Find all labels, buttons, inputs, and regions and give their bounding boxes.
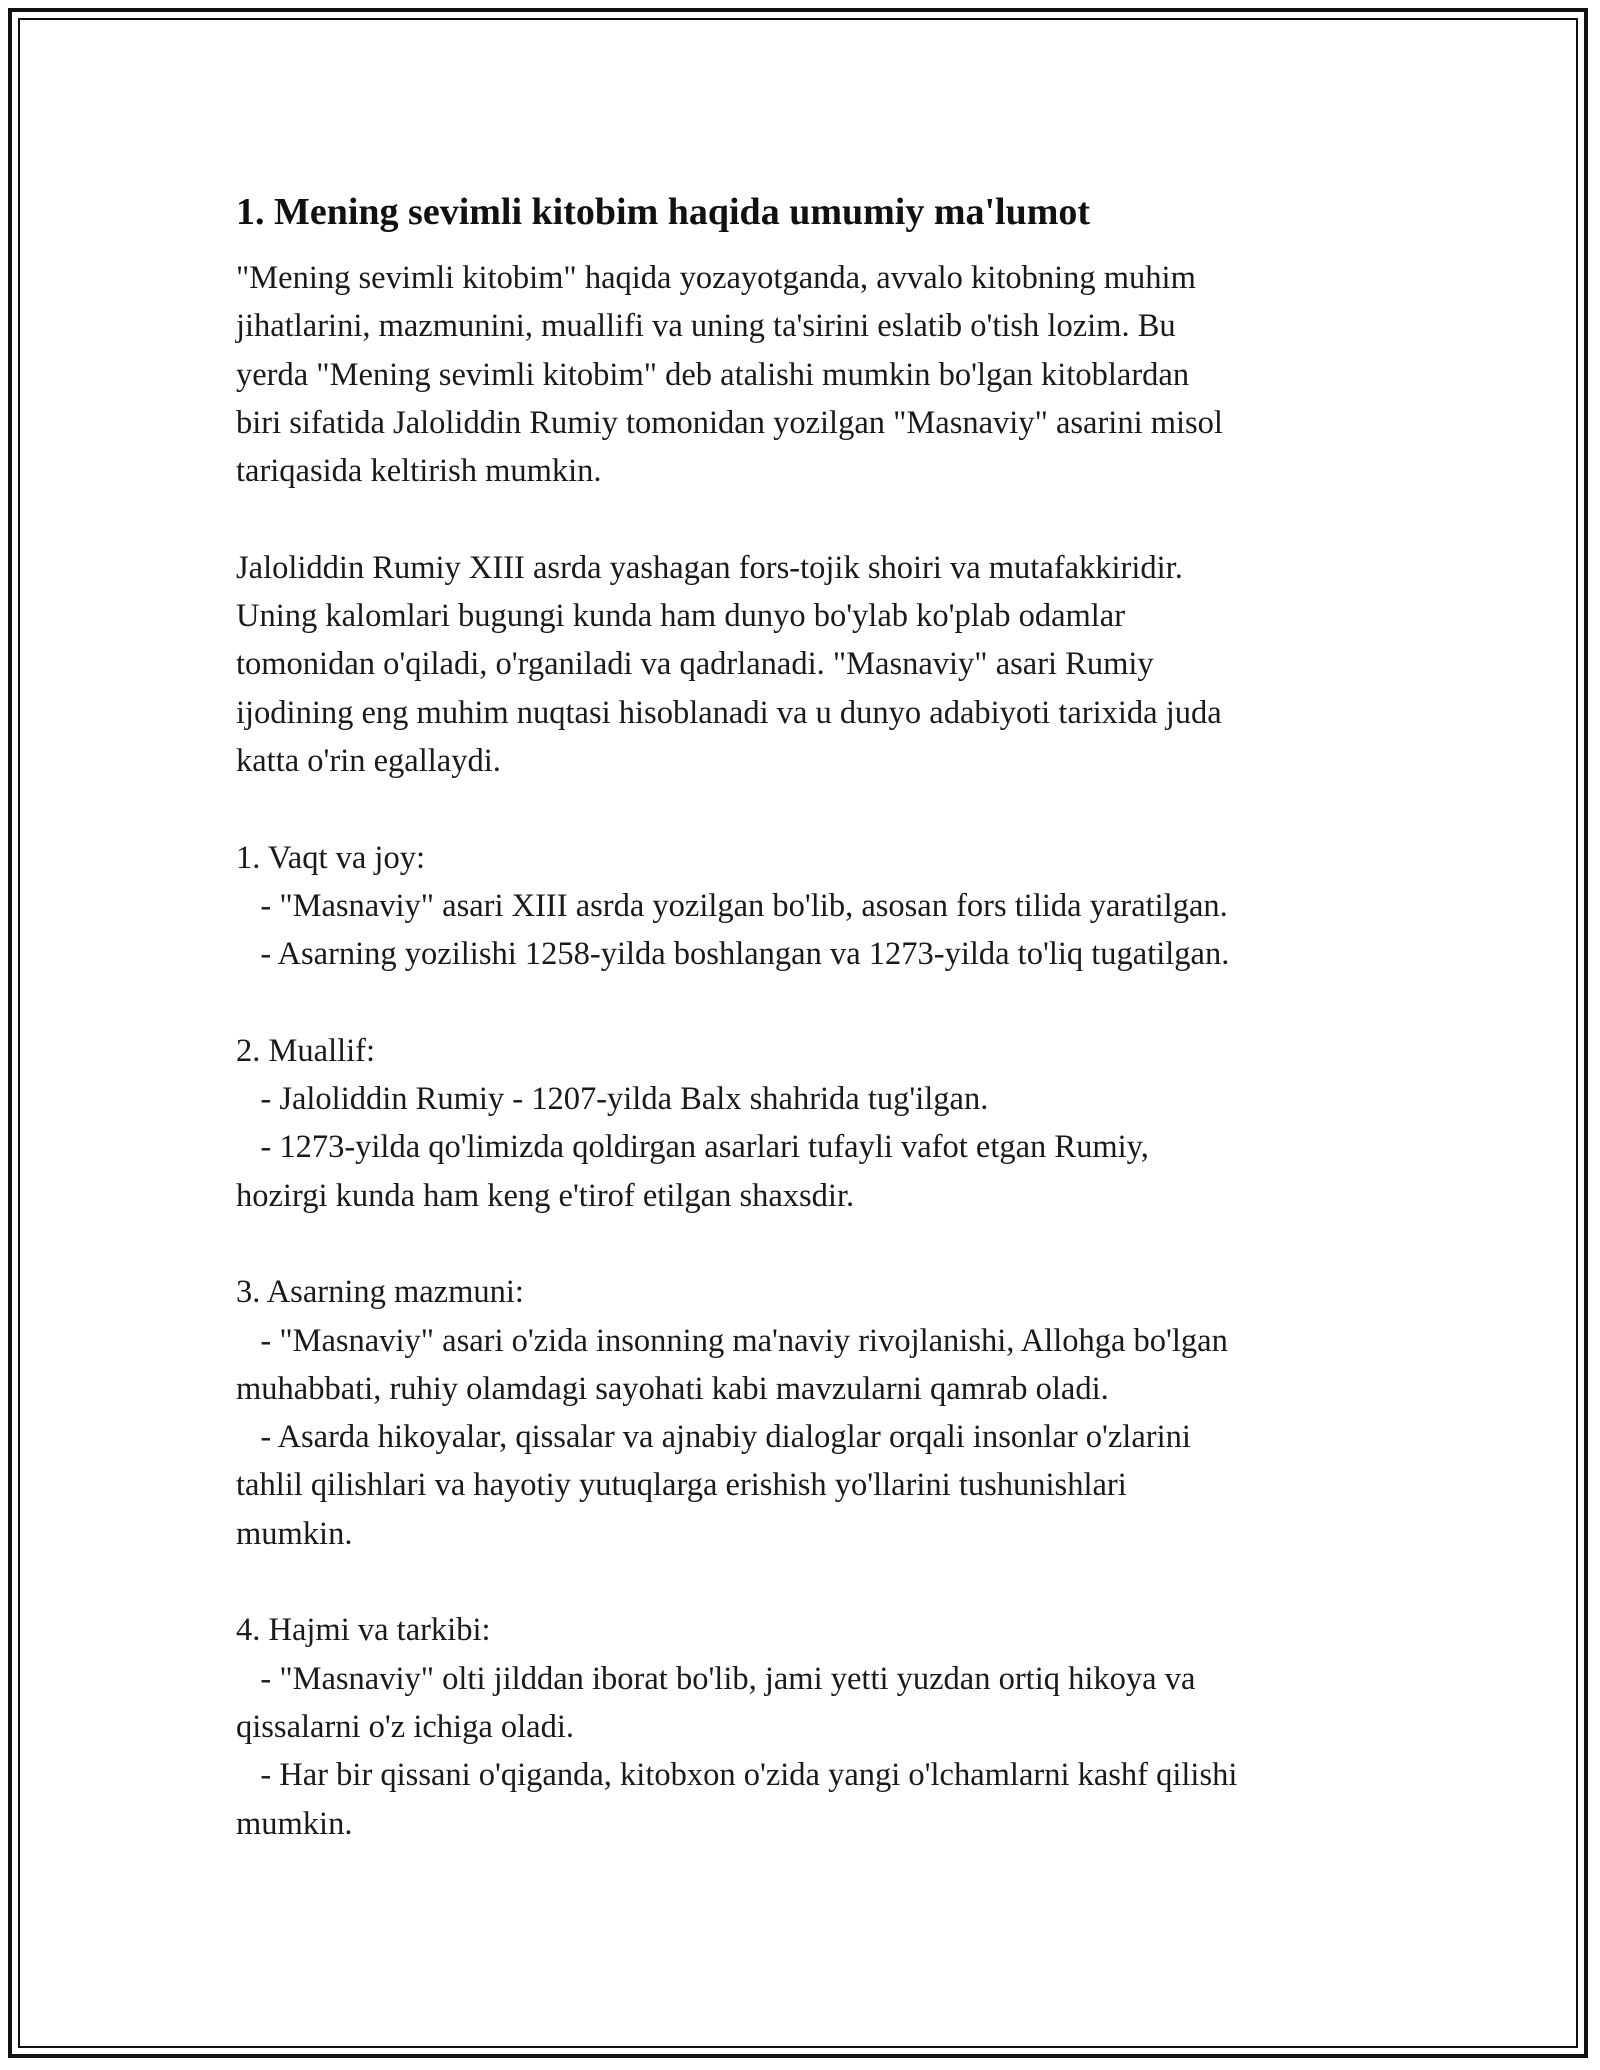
section-volume: [236, 1606, 1386, 1847]
list-item: - Har bir qissani o'qiganda, kitobxon o'zida yangi o'lchamlarni kashf qilishi mumkin.: [236, 1757, 1238, 1842]
list-item: - Jaloliddin Rumiy - 1207-yilda Balx shahrida tug'ilgan.: [236, 1081, 989, 1118]
section-heading: 4. Hajmi va tarkibi:: [236, 1612, 491, 1649]
list-item: - Asarda hikoyalar, qissalar va ajnabiy dialoglar orqali insonlar o'zlarini tahlil qilishlari va hayotiy yutuqlarga erishish yo'llarini tushunishlari mumkin.: [236, 1419, 1191, 1552]
paragraph-gap: [236, 978, 1386, 1026]
paragraph-gap: [236, 495, 1386, 543]
section-heading: 3. Asarning mazmuni:: [236, 1274, 524, 1311]
section-time-place: [236, 834, 1386, 979]
section-content: [236, 1268, 1386, 1558]
intro-paragraph: "Mening sevimli kitobim" haqida yozayotganda, avvalo kitobning muhim jihatlarini, mazmunini, muallifi va uning ta'sirini eslatib o'tish lozim. Bu yerda "Mening sevimli kitobim" deb atalishi mumkin bo'lgan kitoblardan biri sifatida Jaloliddin Rumiy tomonidan yozilgan "Masnaviy" asarini misol tariqasida keltirish mumkin.: [236, 260, 1223, 490]
list-item: - "Masnaviy" asari o'zida insonning ma'naviy rivojlanishi, Allohga bo'lgan muhabbati, ruhiy olamdagi sayohati kabi mavzularni qamrab oladi.: [236, 1322, 1228, 1407]
document-body: [236, 188, 1386, 1848]
list-item: - Asarning yozilishi 1258-yilda boshlangan va 1273-yilda to'liq tugatilgan.: [236, 936, 1230, 973]
section-author: [236, 1027, 1386, 1220]
section-heading: 1. Vaqt va joy:: [236, 839, 425, 876]
section-heading: 2. Muallif:: [236, 1032, 376, 1069]
list-item: - 1273-yilda qo'limizda qoldirgan asarlari tufayli vafot etgan Rumiy, hozirgi kunda ham keng e'tirof etilgan shaxsdir.: [236, 1129, 1149, 1214]
list-item: - "Masnaviy" asari XIII asrda yozilgan bo'lib, asosan fors tilida yaratilgan.: [236, 887, 1228, 924]
author-paragraph: Jaloliddin Rumiy XIII asrda yashagan fors-tojik shoiri va mutafakkiridir. Uning kalomlari bugungi kunda ham dunyo bo'ylab ko'plab odamlar tomonidan o'qiladi, o'rganiladi va qadrlanadi. "Masnaviy" asari Rumiy ijodining eng muhim nuqtasi hisoblanadi va u dunyo adabiyoti tarixida juda katta o'rin egallaydi.: [236, 549, 1222, 779]
paragraph-gap: [236, 1220, 1386, 1268]
document-title: 1. Mening sevimli kitobim haqida umumiy ma'lumot: [236, 191, 1091, 233]
list-item: - "Masnaviy" olti jilddan iborat bo'lib, jami yetti yuzdan ortiq hikoya va qissalarni o'z ichiga oladi.: [236, 1660, 1196, 1745]
paragraph-gap: [236, 785, 1386, 833]
paragraph-gap: [236, 1558, 1386, 1606]
